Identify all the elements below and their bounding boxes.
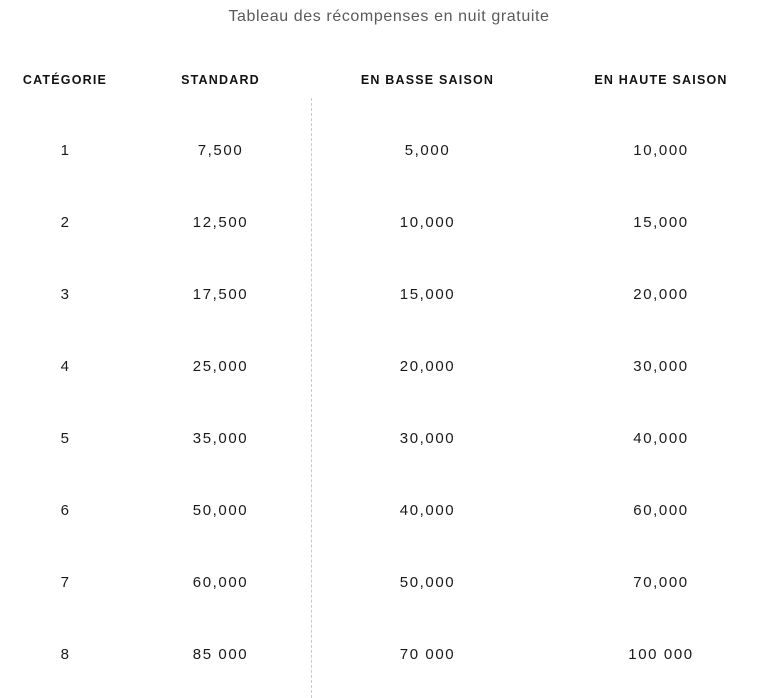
cell-basse-saison: 20,000 [399, 357, 456, 375]
table-row [0, 402, 778, 474]
rewards-table [0, 52, 778, 690]
cell-category: 2 [60, 213, 70, 231]
table-row [0, 546, 778, 618]
cell-standard: 50,000 [192, 501, 249, 519]
cell-basse-saison: 30,000 [399, 429, 456, 447]
cell-standard: 35,000 [192, 429, 249, 447]
table-header-row [0, 52, 778, 114]
cell-standard: 85 000 [192, 645, 249, 663]
cell-basse-saison: 5,000 [404, 141, 451, 159]
cell-standard: 12,500 [192, 213, 249, 231]
cell-category: 8 [60, 645, 70, 663]
cell-haute-saison: 100 000 [628, 645, 694, 663]
cell-haute-saison: 70,000 [633, 573, 689, 591]
cell-basse-saison: 40,000 [399, 501, 456, 519]
cell-basse-saison: 50,000 [399, 573, 456, 591]
cell-standard: 25,000 [192, 357, 249, 375]
table-row [0, 114, 778, 186]
cell-haute-saison: 20,000 [633, 285, 689, 303]
cell-category: 5 [60, 429, 70, 447]
column-header-basse-saison: EN BASSE SAISON [360, 73, 495, 87]
cell-haute-saison: 30,000 [633, 357, 689, 375]
cell-category: 4 [60, 357, 70, 375]
cell-standard: 7,500 [197, 141, 244, 159]
cell-haute-saison: 10,000 [633, 141, 689, 159]
cell-basse-saison: 70 000 [399, 645, 456, 663]
table-body [0, 114, 778, 690]
cell-standard: 60,000 [192, 573, 249, 591]
cell-basse-saison: 10,000 [399, 213, 456, 231]
column-header-categorie: CATÉGORIE [22, 73, 108, 87]
cell-standard: 17,500 [192, 285, 249, 303]
rewards-table-container [0, 52, 778, 690]
cell-category: 3 [60, 285, 70, 303]
cell-basse-saison: 15,000 [399, 285, 456, 303]
column-header-standard: STANDARD [181, 73, 260, 87]
table-row [0, 186, 778, 258]
cell-category: 6 [60, 501, 70, 519]
cell-haute-saison: 40,000 [633, 429, 689, 447]
column-header-haute-saison: EN HAUTE SAISON [594, 73, 728, 87]
cell-haute-saison: 15,000 [633, 213, 689, 231]
cell-category: 1 [60, 141, 70, 159]
column-divider [311, 98, 312, 698]
table-row [0, 474, 778, 546]
table-row [0, 618, 778, 690]
page-title: Tableau des récompenses en nuit gratuite [228, 8, 550, 25]
table-header [0, 52, 778, 114]
cell-haute-saison: 60,000 [633, 501, 689, 519]
table-row [0, 258, 778, 330]
table-row [0, 330, 778, 402]
cell-category: 7 [60, 573, 70, 591]
